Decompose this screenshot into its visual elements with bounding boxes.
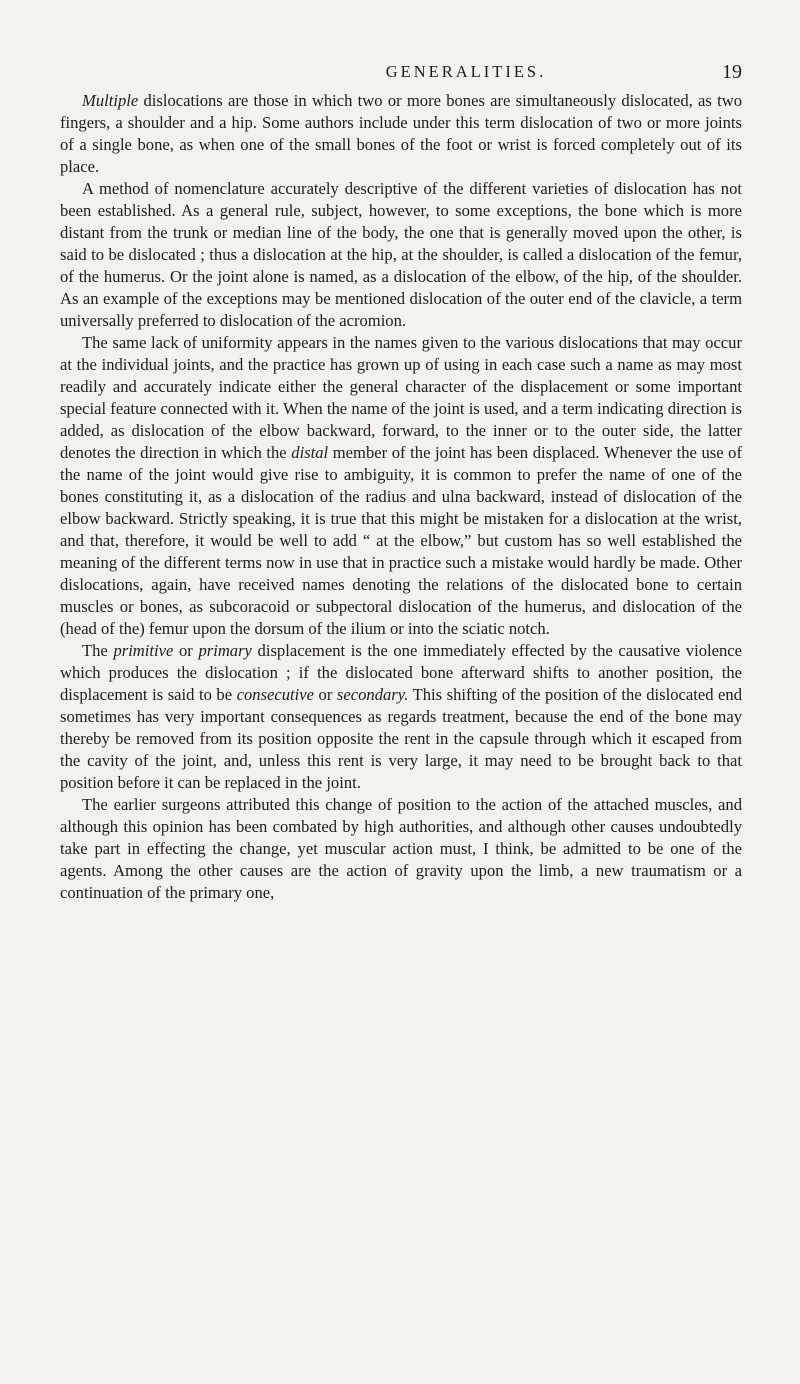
- paragraph-text: displacement is the one immediately effected by the causative violence which produces the dislocation ; if the dislocated bone afterward shifts to another position, the displacement is said to be: [60, 641, 742, 704]
- lead-term: Multiple: [82, 91, 139, 110]
- paragraph-text: This shifting of the position of the dislocated end sometimes has very important consequences as regards treatment, because the end of the bone may thereby be removed from its position opposite the rent in the capsule through which it escaped from the cavity of the joint, and, unless this rent is very large, it may need to be brought back to that position before it can be replaced in the joint.: [60, 685, 742, 792]
- paragraph-text: dislocations are those in which two or more bones are simultaneously dislocated, as two fingers, a shoulder and a hip. Some authors include under this term dislocation of two or more joints of a single bone, as when one of the small bones of the foot or wrist is forced completely out of its place.: [60, 91, 742, 176]
- paragraph-text: A method of nomenclature accurately descriptive of the different varieties of dislocation has not been established. As a general rule, subject, however, to some exceptions, the bone which is more distant from the trunk or median line of the body, the one that is generally moved upon the other, is said to be dislocated ; thus a dislocation at the hip, at the shoulder, is called a dislocation of the femur, of the humerus. Or the joint alone is named, as a dislocation of the elbow, of the hip, of the shoulder. As an example of the exceptions may be mentioned dislocation of the outer end of the clavicle, a term universally preferred to dislocation of the acromion.: [60, 179, 742, 330]
- emphasis-term: consecutive: [236, 685, 315, 704]
- paragraph-text: or: [173, 641, 199, 660]
- paragraph-text: The same lack of uniformity appears in the names given to the various dislocations that may occur at the individual joints, and the practice has grown up of using in each case such a name as may most readily and accurately indicate either the general character of the displacement or some important special feature connected with it. When the name of the joint is used, and a term indicating direction is added, as dislocation of the elbow backward, forward, to the inner or to the outer side, the latter denotes the direction in which the: [60, 333, 742, 462]
- emphasis-term: primary: [198, 641, 252, 660]
- paragraph-text: The: [82, 641, 114, 660]
- paragraph-primary-displacement: [60, 640, 742, 794]
- paragraph-nomenclature: [60, 178, 742, 332]
- emphasis-term: primitive: [113, 641, 174, 660]
- paragraph-text: or: [314, 685, 337, 704]
- paragraph-uniformity: [60, 332, 742, 640]
- emphasis-term: distal: [291, 443, 329, 462]
- running-head: [60, 60, 742, 84]
- paragraph-multiple-dislocations: [60, 90, 742, 178]
- running-title: GENERALITIES.: [385, 62, 547, 81]
- emphasis-term: secondary.: [336, 685, 409, 704]
- paragraph-earlier-surgeons: [60, 794, 742, 904]
- paragraph-text: The earlier surgeons attributed this change of position to the action of the attached muscles, and although this opinion has been combated by high authorities, and although other causes undoubtedly take part in effecting the change, yet muscular action must, I think, be admitted to be one of the agents. Among the other causes are the action of gravity upon the limb, a new traumatism or a continuation of the primary one,: [60, 795, 742, 902]
- paragraph-text: member of the joint has been displaced. Whenever the use of the name of the joint would give rise to ambiguity, it is common to prefer the name of one of the bones constituting it, as a dislocation of the radius and ulna backward, instead of dislocation of the elbow backward. Strictly speaking, it is true that this might be mistaken for a dislocation at the wrist, and that, therefore, it would be well to add “ at the elbow,” but custom has so well established the meaning of the different terms now in use that in practice such a mistake would hardly be made. Other dislocations, again, have received names denoting the relations of the dislocated bone to certain muscles or bones, as subcoracoid or subpectoral dislocation of the humerus, and dislocation of the (head of the) femur upon the dorsum of the ilium or into the sciatic notch.: [60, 443, 743, 638]
- body-text: [60, 90, 742, 904]
- page-number: 19: [722, 61, 742, 83]
